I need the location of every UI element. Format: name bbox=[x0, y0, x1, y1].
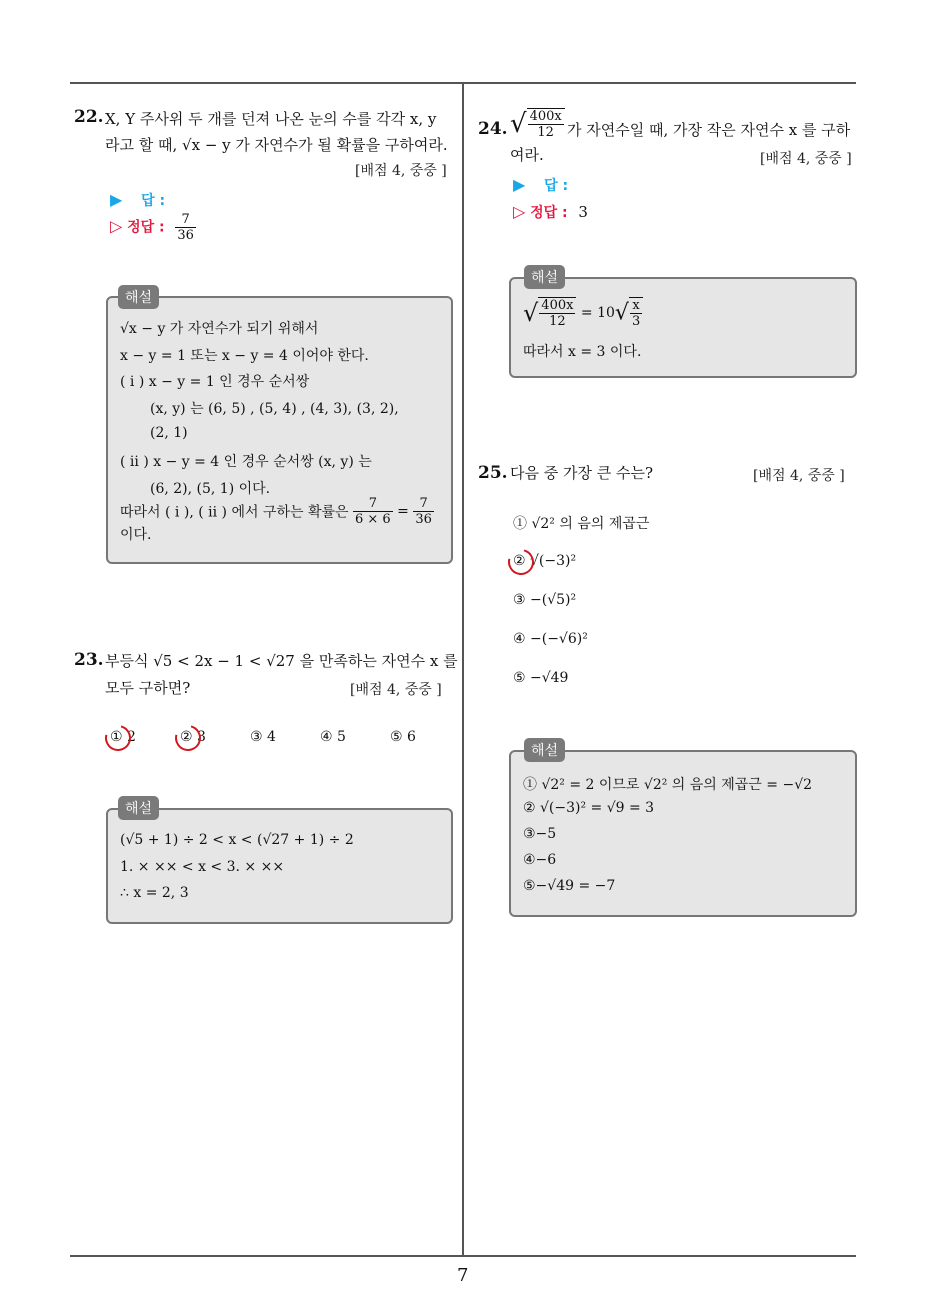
correct-answer-fraction: $\frac{7}{36}$ bbox=[177, 212, 194, 243]
explanation-line: ∴ x = 2, 3 bbox=[120, 885, 189, 901]
explanation-tag: 해설 bbox=[118, 285, 159, 309]
question-meta: [배점 4, 중중 ] bbox=[760, 151, 852, 167]
choice-3[interactable]: ③ 4 bbox=[250, 729, 276, 745]
question-text-line2: 여라. bbox=[510, 146, 544, 164]
choice-1[interactable]: ① √2² 의 음의 제곱근 bbox=[513, 516, 650, 532]
question-meta: [배점 4, 중중 ] bbox=[350, 682, 442, 698]
answer-row bbox=[513, 175, 568, 195]
question-meta: [배점 4, 중중 ] bbox=[753, 468, 845, 484]
choice-3[interactable]: ③ −(√5)² bbox=[513, 592, 577, 608]
explanation-line: (x, y) 는 (6, 5) , (5, 4) , (4, 3), (3, 2), bbox=[150, 401, 399, 417]
answer-label: 답 : bbox=[544, 178, 569, 194]
bottom-rule bbox=[70, 1255, 856, 1257]
explanation-line: ( i ) x − y = 1 인 경우 순서쌍 bbox=[120, 374, 310, 390]
explanation-box bbox=[509, 750, 857, 917]
answer-label: 답 : bbox=[141, 193, 166, 209]
correct-answer-value: 3 bbox=[578, 203, 588, 221]
explanation-line: 1. × ×× < x < 3. × ×× bbox=[120, 859, 285, 875]
question-radical: √ $\frac{400x}{12}$ bbox=[510, 108, 565, 140]
question-text: 다음 중 가장 큰 수는? bbox=[510, 464, 654, 482]
choice-5[interactable]: ⑤ 6 bbox=[390, 729, 416, 745]
question-text-line2: 라고 할 때, √x − y 가 자연수가 될 확률을 구하여라. bbox=[105, 136, 448, 154]
fraction: $\frac{7}{6 \times 6}$ bbox=[355, 496, 391, 527]
play-icon: ▶ bbox=[110, 190, 123, 209]
question-text-line1: X, Y 주사위 두 개를 던져 나온 눈의 수를 각각 x, y bbox=[105, 110, 437, 128]
explanation-line: 이다. bbox=[120, 527, 152, 543]
explanation-line: √ $\frac{400x}{12}$ = 10√ $\frac{x}{3}$ bbox=[523, 297, 643, 329]
explanation-line: ① √2² = 2 이므로 √2² 의 음의 제곱근 = −√2 bbox=[523, 777, 813, 793]
choice-5[interactable]: ⑤ −√49 bbox=[513, 670, 569, 686]
explanation-line: 따라서 x = 3 이다. bbox=[523, 344, 642, 360]
correct-answer-label: 정답 : bbox=[127, 219, 165, 236]
explanation-line: (6, 2), (5, 1) 이다. bbox=[150, 481, 271, 497]
explanation-tag: 해설 bbox=[524, 265, 565, 289]
choice-1[interactable]: ① 2 bbox=[110, 729, 136, 745]
question-number: 25. bbox=[478, 463, 508, 483]
explanation-box bbox=[509, 277, 857, 378]
explanation-box bbox=[106, 296, 453, 564]
explanation-line: ③−5 bbox=[523, 826, 557, 842]
question-text-line1: 부등식 √5 < 2x − 1 < √27 을 만족하는 자연수 x 를 bbox=[105, 652, 458, 670]
correct-answer-row bbox=[513, 202, 588, 222]
outline-play-icon: ▷ bbox=[513, 202, 526, 221]
explanation-tag: 해설 bbox=[524, 738, 565, 762]
choice-2[interactable]: ② √(−3)² bbox=[513, 553, 577, 569]
selected-circle-mark bbox=[100, 720, 136, 756]
choice-2[interactable]: ② 3 bbox=[180, 729, 206, 745]
explanation-line: 따라서 ( i ), ( ii ) 에서 구하는 확률은 $\frac{7}{6 \times 6}$ = $\frac{7}{36}$ bbox=[120, 496, 432, 527]
column-divider bbox=[462, 84, 464, 1256]
choice-4[interactable]: ④ 5 bbox=[320, 729, 346, 745]
page-number: 7 bbox=[457, 1265, 469, 1286]
choice-4[interactable]: ④ −(−√6)² bbox=[513, 631, 588, 647]
explanation-line: ⑤−√49 = −7 bbox=[523, 878, 616, 894]
radicand-fraction: $\frac{400x}{12}$ bbox=[527, 108, 565, 140]
explanation-line: (2, 1) bbox=[150, 425, 188, 441]
outline-play-icon: ▷ bbox=[110, 216, 123, 236]
explanation-line: ④−6 bbox=[523, 852, 557, 868]
answer-row bbox=[110, 190, 165, 210]
correct-answer-label: 정답 : bbox=[530, 205, 568, 221]
explanation-line: x − y = 1 또는 x − y = 4 이어야 한다. bbox=[120, 348, 369, 364]
explanation-line: ② √(−3)² = √9 = 3 bbox=[523, 800, 655, 816]
question-number: 23. bbox=[74, 650, 104, 670]
explanation-line: √x − y 가 자연수가 되기 위해서 bbox=[120, 321, 319, 337]
selected-circle-mark bbox=[503, 544, 539, 580]
question-number: 22. bbox=[74, 107, 104, 127]
selected-circle-mark bbox=[170, 720, 206, 756]
play-icon: ▶ bbox=[513, 175, 526, 194]
question-text-line2: 모두 구하면? bbox=[105, 679, 191, 697]
fraction: $\frac{7}{36}$ bbox=[415, 496, 432, 527]
question-meta: [배점 4, 중중 ] bbox=[355, 163, 447, 179]
correct-answer-row bbox=[110, 212, 196, 243]
question-number: 24. bbox=[478, 119, 508, 139]
explanation-box bbox=[106, 808, 453, 924]
explanation-line: (√5 + 1) ÷ 2 < x < (√27 + 1) ÷ 2 bbox=[120, 832, 354, 848]
explanation-tag: 해설 bbox=[118, 796, 159, 820]
explanation-line: ( ii ) x − y = 4 인 경우 순서쌍 (x, y) 는 bbox=[120, 454, 372, 470]
question-text-line1: 가 자연수일 때, 가장 작은 자연수 x 를 구하 bbox=[567, 121, 851, 139]
